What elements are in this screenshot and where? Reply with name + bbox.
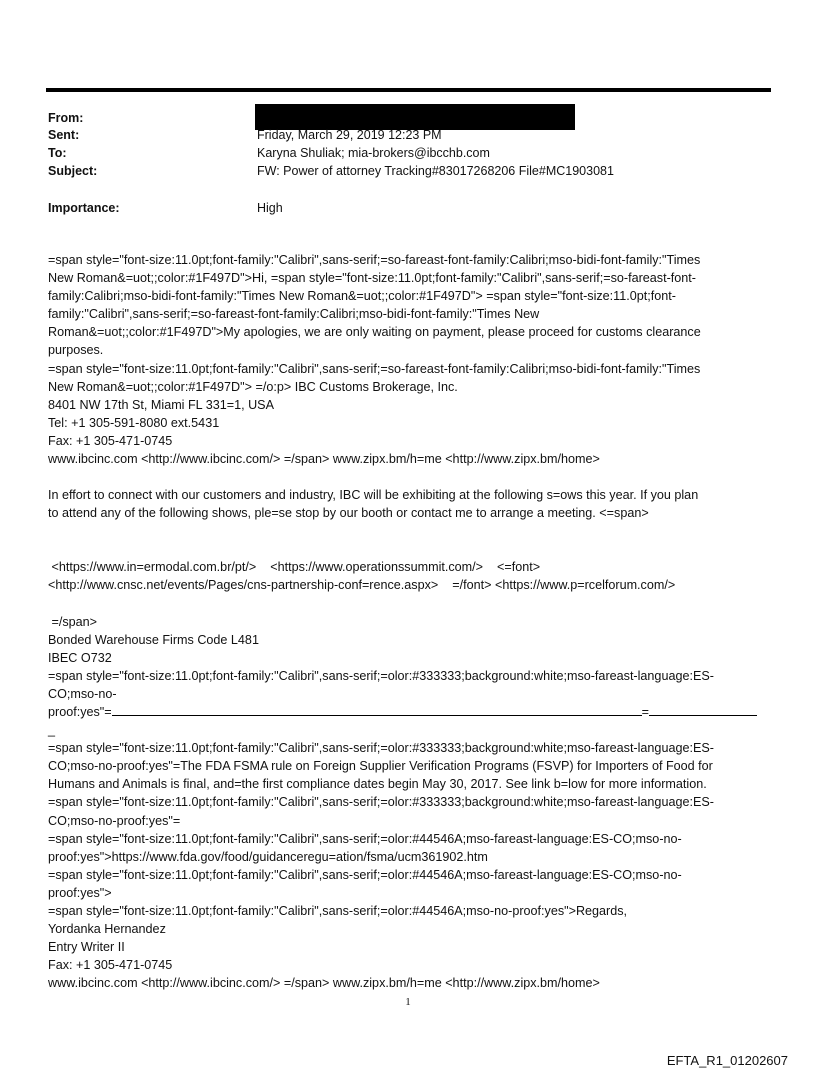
body-line: _	[48, 723, 56, 738]
header-rule	[46, 88, 771, 92]
sent-value: Friday, March 29, 2019 12:23 PM	[257, 128, 442, 142]
body-line: proof:yes">	[48, 885, 112, 900]
body-line: =span style="font-size:11.0pt;font-family:"Calibri",sans-serif;=so-fareast-font-family:Calibri;mso-bidi-font-family:"Times	[48, 361, 701, 376]
body-line: family:Calibri;mso-bidi-font-family:"Times New Roman&=uot;;color:#1F497D"> =span style="font-size:11.0pt;font-	[48, 289, 676, 304]
body-line: =span style="font-size:11.0pt;font-family:"Calibri",sans-serif;=olor:#333333;background:white;mso-fareast-language:ES-	[48, 795, 714, 810]
document-id: EFTA_R1_01202607	[666, 1053, 788, 1068]
body-line: Fax: +1 305-471-0745	[48, 958, 173, 973]
body-line: www.ibcinc.com <http://www.ibcinc.com/> =/span> www.zipx.bm/h=me <http://www.zipx.bm/home>	[48, 976, 600, 991]
body-line: family:"Calibri",sans-serif;=so-fareast-font-family:Calibri;mso-bidi-font-family:"Times New	[48, 307, 540, 322]
body-line: <https://www.in=ermodal.com.br/pt/> <https://www.operationssummit.com/> <=font>	[48, 560, 541, 575]
body-line: In effort to connect with our customers and industry, IBC will be exhibiting at the following s=ows this year. If you plan	[48, 488, 699, 503]
body-line: =/span>	[48, 614, 98, 629]
body-line: CO;mso-no-	[48, 686, 117, 701]
from-label: From:	[48, 111, 84, 125]
importance-value: High	[257, 201, 283, 215]
importance-label: Importance:	[48, 201, 120, 215]
spacer	[48, 595, 772, 613]
body-line: IBEC O732	[48, 650, 112, 665]
body-line: to attend any of the following shows, ple=se stop by our booth or contact me to arrange a meeting. <=span>	[48, 506, 649, 521]
body-line: =span style="font-size:11.0pt;font-family:"Calibri",sans-serif;=olor:#333333;background:white;mso-fareast-language:ES-	[48, 668, 714, 683]
body-line: Tel: +1 305-591-8080 ext.5431	[48, 415, 220, 430]
body-text: =	[641, 704, 649, 719]
body-line: www.ibcinc.com <http://www.ibcinc.com/> =/span> www.zipx.bm/h=me <http://www.zipx.bm/home>	[48, 452, 600, 467]
spacer	[48, 540, 772, 558]
body-line: <http://www.cnsc.net/events/Pages/cns-partnership-conf=rence.aspx> =/font> <https://www.p=rcelforum.com/>	[48, 578, 676, 593]
body-line: Fax: +1 305-471-0745	[48, 433, 173, 448]
body-line: New Roman&=uot;;color:#1F497D">Hi, =span style="font-size:11.0pt;font-family:"Calibri",sans-serif;=so-fareast-font-	[48, 271, 696, 286]
underline-rule	[112, 703, 642, 716]
body-line: CO;mso-no-proof:yes"=The FDA FSMA rule on Foreign Supplier Verification Programs (FSVP) for Importers of Food for	[48, 759, 713, 774]
body-line: =span style="font-size:11.0pt;font-family:"Calibri",sans-serif;=olor:#44546A;mso-no-proof:yes">Regards,	[48, 904, 628, 918]
sent-label: Sent:	[48, 128, 80, 142]
body-line: Roman&=uot;;color:#1F497D">My apologies, we are only waiting on payment, please proceed for customs clearance	[48, 325, 701, 340]
subject-label: Subject:	[48, 164, 98, 178]
to-label: To:	[48, 146, 67, 160]
body-line: purposes.	[48, 343, 104, 358]
body-text: proof:yes"=	[48, 704, 112, 719]
body-line: Bonded Warehouse Firms Code L481	[48, 632, 259, 647]
body-line: =span style="font-size:11.0pt;font-family:"Calibri",sans-serif;=olor:#333333;background:white;mso-fareast-language:ES-	[48, 741, 714, 756]
subject-value: FW: Power of attorney Tracking#83017268206 File#MC1903081	[257, 164, 614, 178]
page-number: 1	[405, 996, 411, 1008]
spacer	[48, 468, 772, 486]
body-line: Entry Writer II	[48, 940, 125, 955]
body-line: Humans and Animals is final, and=the first compliance dates begin May 30, 2017. See link b=low for more information.	[48, 777, 707, 792]
body-line: 8401 NW 17th St, Miami FL 331=1, USA	[48, 397, 274, 412]
spacer	[48, 522, 772, 540]
body-line: CO;mso-no-proof:yes"=	[48, 813, 181, 828]
body-line: Yordanka Hernandez	[48, 922, 166, 937]
body-line: proof:yes">https://www.fda.gov/food/guidanceregu=ation/fsma/ucm361902.htm	[48, 849, 488, 864]
to-value: Karyna Shuliak; mia-brokers@ibcchb.com	[257, 146, 490, 160]
body-line: =span style="font-size:11.0pt;font-family:"Calibri",sans-serif;=olor:#44546A;mso-fareast-language:ES-CO;mso-no-	[48, 867, 682, 882]
body-line: =span style="font-size:11.0pt;font-family:"Calibri",sans-serif;=olor:#44546A;mso-fareast-language:ES-CO;mso-no-	[48, 831, 682, 846]
body-line-with-rule	[48, 703, 772, 721]
body-line: New Roman&=uot;;color:#1F497D"> =/o:p> IBC Customs Brokerage, Inc.	[48, 379, 458, 394]
email-body	[48, 251, 772, 992]
body-line: =span style="font-size:11.0pt;font-family:"Calibri",sans-serif;=so-fareast-font-family:Calibri;mso-bidi-font-family:"Times	[48, 253, 701, 267]
underline-rule	[649, 703, 757, 716]
